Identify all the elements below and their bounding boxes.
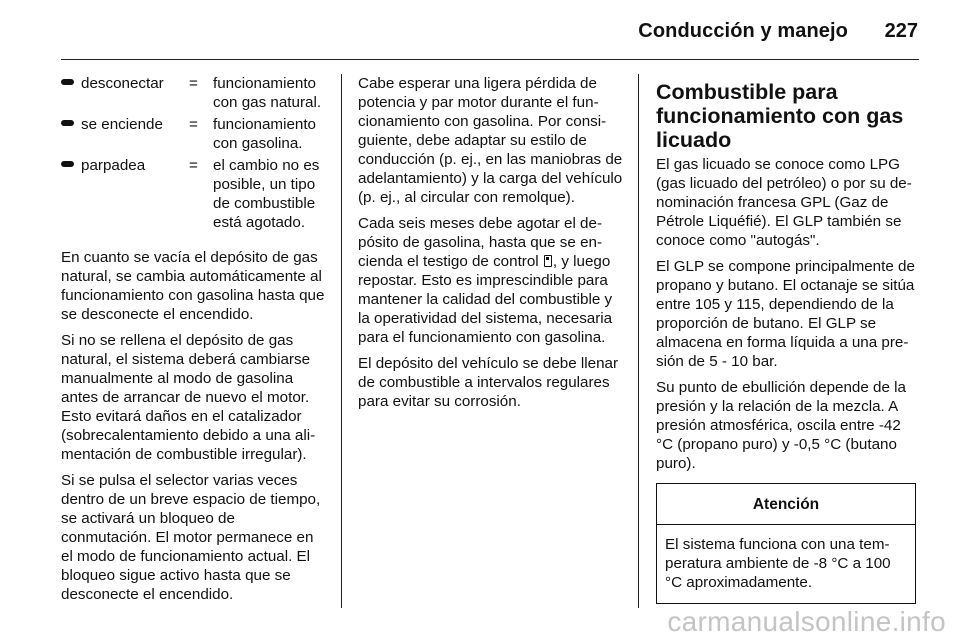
page-number: 227 (884, 20, 918, 42)
notice-body: El sistema funciona con una temperatura ambiente de -8 °C a 100 °C aproximadamente. (665, 536, 891, 591)
indicator-state: desconectar (81, 75, 164, 92)
indicator-row (61, 74, 326, 115)
indicator-state: parpadea (81, 157, 146, 174)
paragraph-with-icon (358, 214, 624, 347)
paragraph-text: Cada seis meses debe agotar el depósito de gasolina, hasta que se encienda el testigo de control (358, 215, 603, 270)
indicator-lamp-icon (61, 120, 74, 126)
column-3 (656, 74, 920, 604)
indicator-meaning: funcionamiento con gas natural. (213, 75, 322, 111)
paragraph: Si se pulsa el selector varias veces dentro de un breve espacio de tiempo, se activará un bloqueo de conmutación. El motor permanece en el modo de funcionamiento actual. El bloqueo sigue activo hasta que se desconecte el encendido. (61, 472, 321, 603)
header-divider (61, 59, 919, 60)
header-title: Conducción y manejo (638, 20, 848, 42)
paragraph: El GLP se compone principalmente de propano y butano. El octanaje se sitúa entre 105 y 115, dependiendo de la proporción de butano. El GLP se almacena en forma líquida a una presión de 5 - 10 bar. (656, 258, 915, 370)
watermark: carmanualsonline.info (667, 606, 946, 637)
notice-box (656, 483, 916, 604)
indicator-lamp-icon (61, 79, 74, 85)
paragraph: El depósito del vehículo se debe llenar de combustible a intervalos regulares para evitar su corrosión. (358, 355, 619, 410)
indicator-equals: = (189, 157, 198, 174)
indicator-row (61, 115, 326, 156)
indicator-state: se enciende (81, 116, 163, 133)
indicator-lamp-icon (61, 161, 74, 167)
indicator-meaning: el cambio no es posible, un tipo de combustible está agotado. (213, 157, 320, 231)
paragraph: Cabe esperar una ligera pérdida de potencia y par motor durante el funcionamiento con gasolina. Por consiguiente, debe adaptar su estilo de conducción (p. ej., en las maniobras de adelantamiento) y la carga del vehículo (p. ej., al circular con remolque). (358, 75, 623, 206)
indicator-equals: = (189, 75, 198, 92)
paragraph-text: , y luego repostar. Esto es imprescindible para mantener la calidad del combustible y la operatividad del sistema, necesaria para el funcionamiento con gasolina. (358, 253, 613, 346)
indicator-table (61, 74, 326, 235)
indicator-meaning: funcionamiento con gasolina. (213, 116, 317, 152)
paragraph: Si no se rellena el depósito de gas natural, el sistema deberá cambiarse manualmente al modo de gasolina antes de arrancar de nuevo el motor. Esto evitará daños en el catalizador (sobrecalentamiento debido a una alimentación de combustible irregular). (61, 332, 316, 463)
column-divider-1 (341, 74, 342, 608)
paragraph: El gas licuado se conoce como LPG (gas licuado del petróleo) o por su denominación francesa GPL (Gaz de Pétrole Liquéfié). El GLP también se conoce como "autogás". (656, 156, 912, 249)
column-divider-2 (638, 74, 639, 608)
indicator-equals: = (189, 116, 198, 133)
fuel-warning-icon (544, 255, 552, 267)
page-header (0, 0, 960, 60)
paragraph: Su punto de ebullición depende de la presión y la relación de la mezcla. A presión atmosférica, oscila entre -42 °C (propano puro) y -0,5 °C (butano puro). (656, 379, 906, 472)
column-1 (61, 74, 326, 611)
paragraph: En cuanto se vacía el depósito de gas natural, se cambia automáticamente al funcionamiento con gasolina hasta que se desconecte el encendido. (61, 249, 325, 323)
column-2 (358, 74, 624, 418)
section-title: Combustible para funcionamiento con gas licuado (656, 80, 904, 152)
notice-heading: Atención (657, 484, 915, 525)
indicator-row (61, 156, 326, 235)
